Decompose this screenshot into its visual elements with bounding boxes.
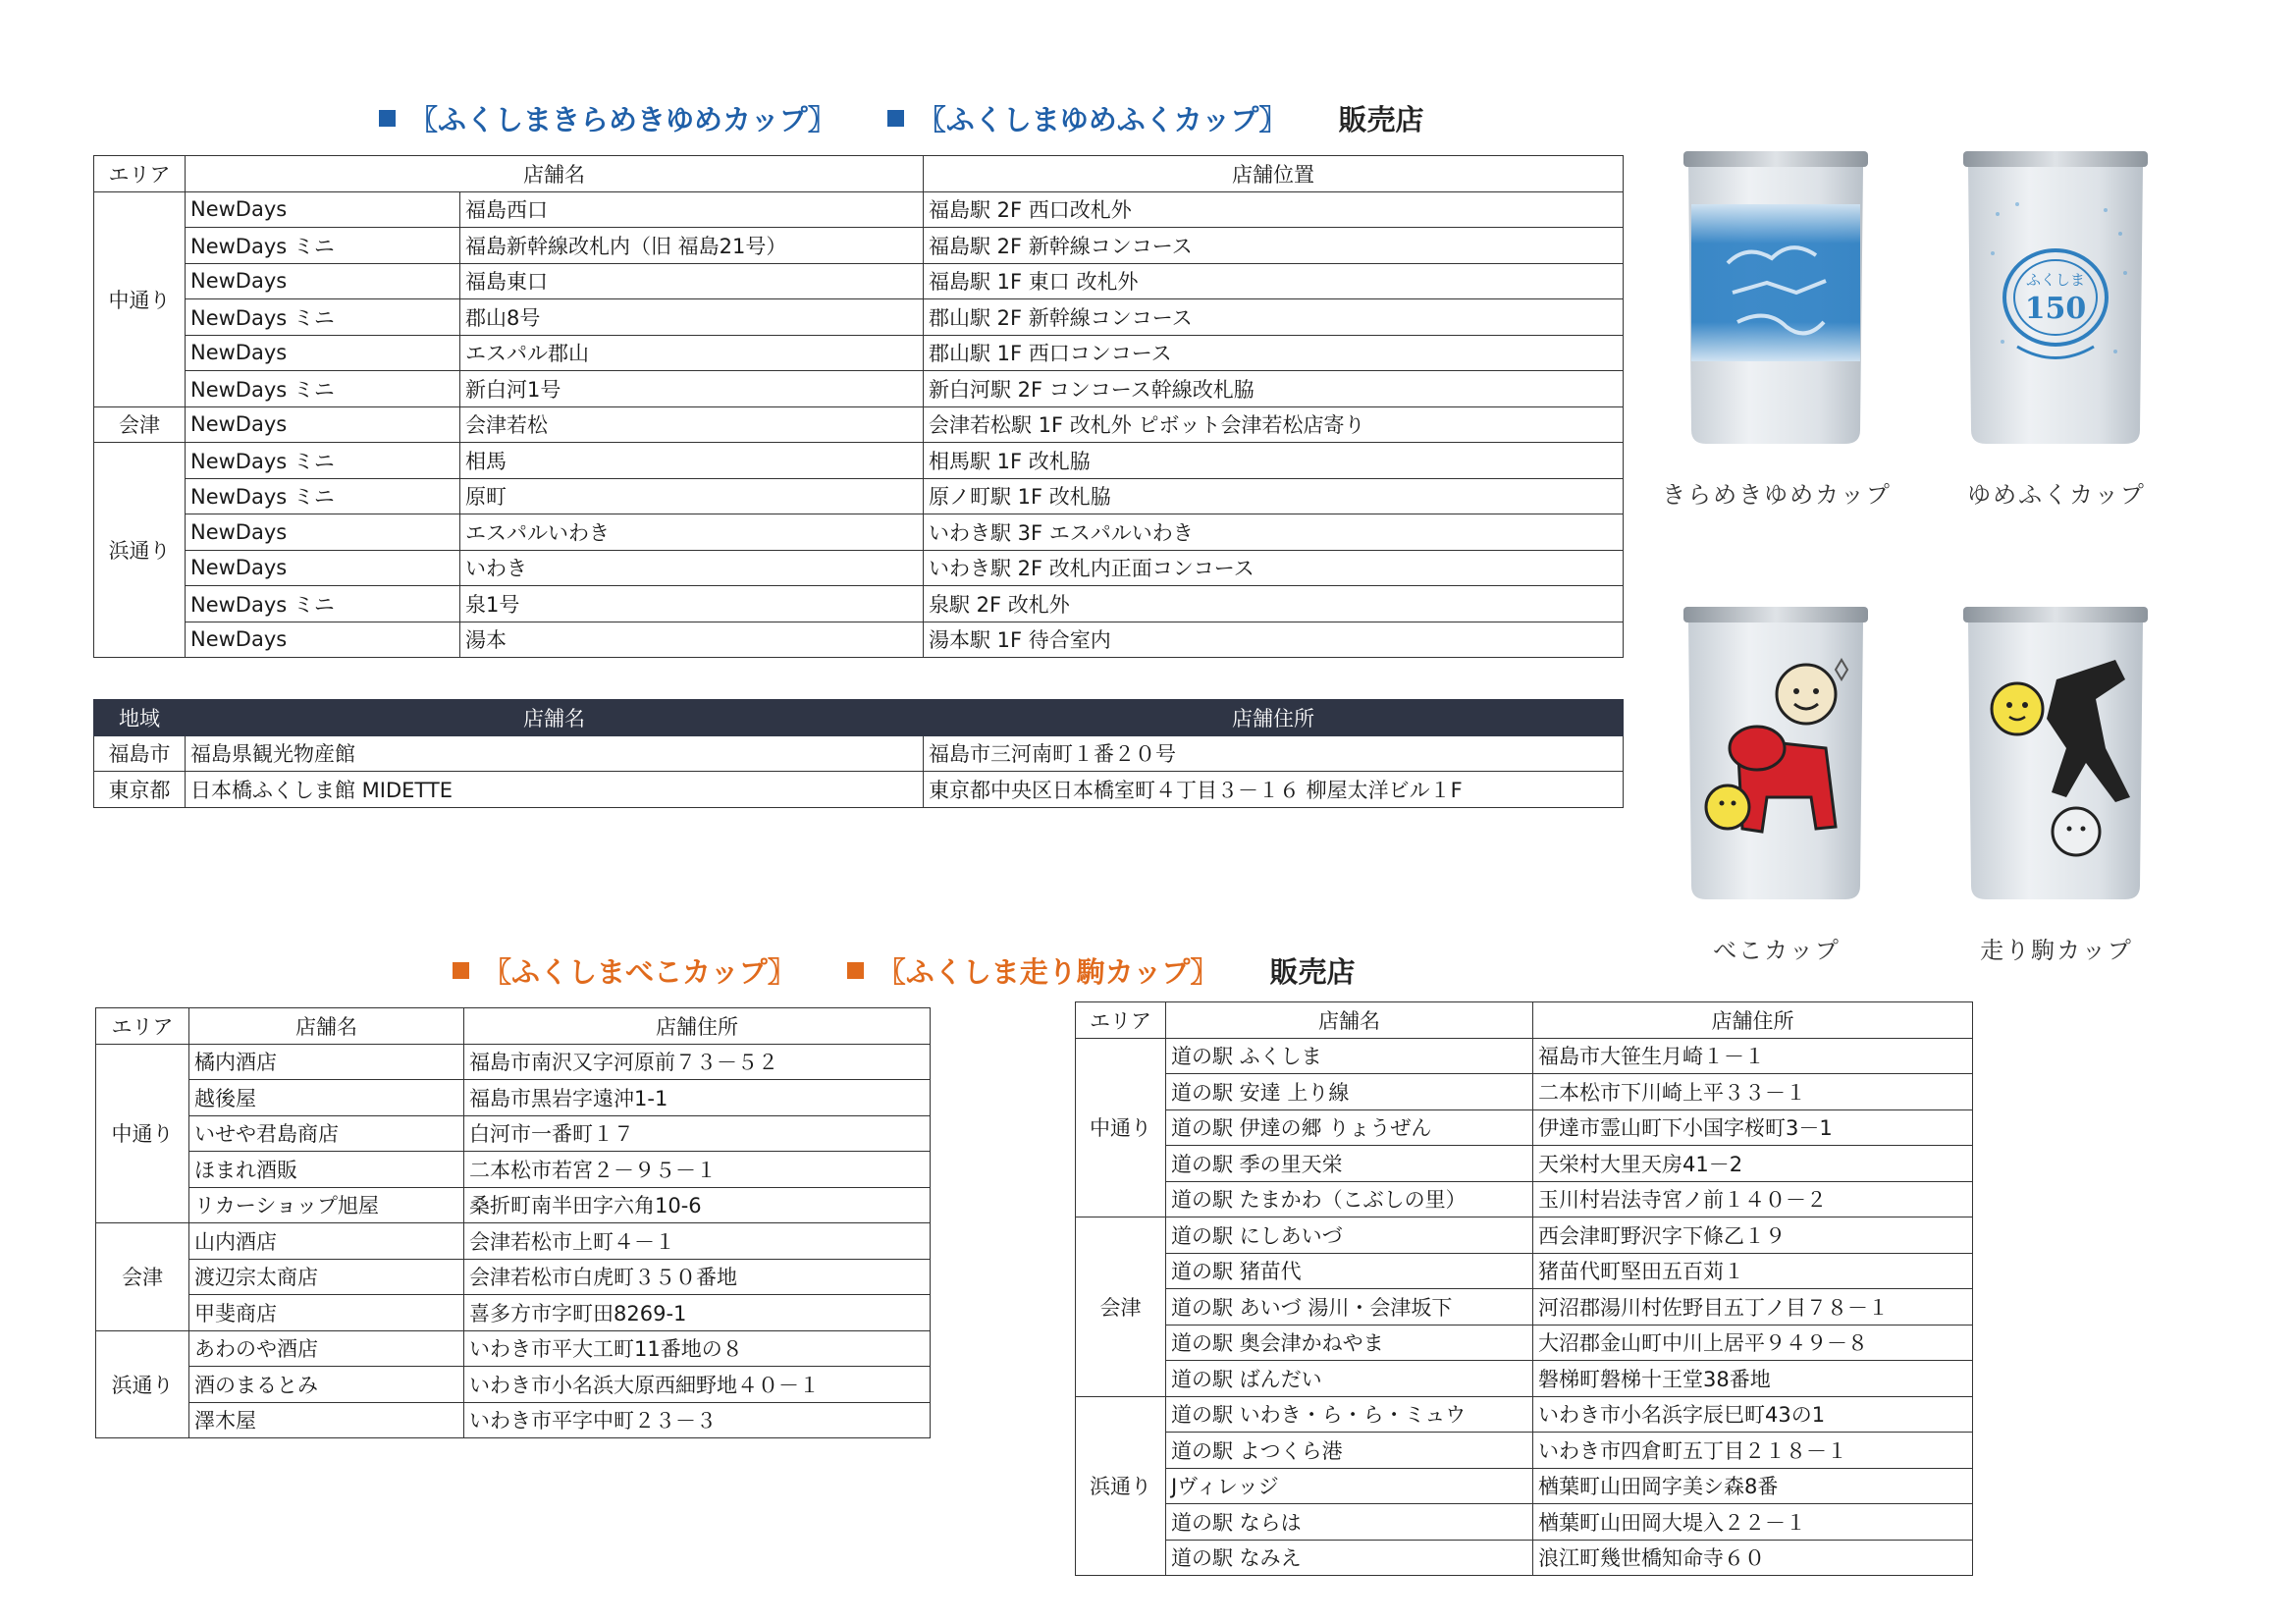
address-cell: 福島市南沢又字河原前７３－５２ bbox=[464, 1044, 931, 1080]
shop-cell: 福島県観光物産館 bbox=[186, 735, 924, 772]
chain-cell: NewDays ミニ bbox=[186, 443, 460, 479]
chain-cell: NewDays ミニ bbox=[186, 299, 460, 336]
col-header-address: 店舗住所 bbox=[1533, 1002, 1973, 1039]
chain-cell: NewDays bbox=[186, 514, 460, 551]
col-header-address: 店舗住所 bbox=[924, 700, 1624, 736]
shop-cell: 甲斐商店 bbox=[189, 1295, 464, 1331]
table-row bbox=[1076, 1253, 1973, 1289]
col-header-shop: 店舗名 bbox=[186, 156, 924, 192]
shop-cell: 道の駅 安達 上り線 bbox=[1166, 1074, 1533, 1110]
heading-suffix: 販売店 bbox=[1338, 103, 1424, 136]
col-header-area: エリア bbox=[96, 1008, 189, 1045]
area-cell: 会津 bbox=[94, 406, 186, 443]
address-cell: 猪苗代町堅田五百苅１ bbox=[1533, 1253, 1973, 1289]
table-row bbox=[94, 478, 1624, 514]
table-row bbox=[96, 1187, 931, 1223]
roadside-station-table bbox=[1075, 1001, 1973, 1576]
address-cell: いわき市小名浜大原西細野地４０－１ bbox=[464, 1367, 931, 1403]
address-cell: 楢葉町山田岡大堤入２２－１ bbox=[1533, 1504, 1973, 1541]
region-cell: 東京都 bbox=[94, 772, 186, 808]
table-row bbox=[94, 550, 1624, 586]
chain-cell: NewDays bbox=[186, 406, 460, 443]
location-cell: 福島駅 2F 西口改札外 bbox=[924, 191, 1624, 228]
chain-cell: NewDays bbox=[186, 191, 460, 228]
heading-suffix: 販売店 bbox=[1269, 955, 1356, 989]
shop-cell: 郡山8号 bbox=[460, 299, 924, 336]
shop-cell: 道の駅 奥会津かねやま bbox=[1166, 1325, 1533, 1361]
address-cell: 河沼郡湯川村佐野目五丁ノ目７８－１ bbox=[1533, 1289, 1973, 1325]
shop-cell: 福島東口 bbox=[460, 263, 924, 299]
heading-title-hashirikoma: 〖ふくしま走り駒カップ〗 bbox=[877, 955, 1219, 989]
address-cell: 福島市三河南町１番２０号 bbox=[924, 735, 1624, 772]
table-row bbox=[96, 1115, 931, 1152]
shop-cell: 泉1号 bbox=[460, 586, 924, 622]
station-shop-table bbox=[93, 155, 1624, 658]
table-row bbox=[1076, 1361, 1973, 1397]
chain-cell: NewDays bbox=[186, 335, 460, 371]
table-row bbox=[1076, 1074, 1973, 1110]
chain-cell: NewDays ミニ bbox=[186, 586, 460, 622]
square-bullet-icon bbox=[887, 110, 904, 127]
shop-cell: エスパル郡山 bbox=[460, 335, 924, 371]
shop-cell: 道の駅 いわき・ら・ら・ミュウ bbox=[1166, 1396, 1533, 1433]
shop-cell: エスパルいわき bbox=[460, 514, 924, 551]
shop-cell: 渡辺宗太商店 bbox=[189, 1259, 464, 1295]
address-cell: 玉川村岩法寺宮ノ前１４０－２ bbox=[1533, 1181, 1973, 1217]
svg-text:150: 150 bbox=[2024, 292, 2087, 326]
heading-title-yumefuku: 〖ふくしまゆめふくカップ〗 bbox=[917, 103, 1288, 136]
shop-cell: 日本橋ふくしま館 MIDETTE bbox=[186, 772, 924, 808]
table-row bbox=[94, 514, 1624, 551]
location-cell: 湯本駅 1F 待合室内 bbox=[924, 622, 1624, 658]
address-cell: 浪江町幾世橋知命寺６０ bbox=[1533, 1540, 1973, 1576]
shop-cell: ほまれ酒販 bbox=[189, 1152, 464, 1188]
shop-cell: 道の駅 にしあいづ bbox=[1166, 1217, 1533, 1254]
shop-cell: いわき bbox=[460, 550, 924, 586]
shop-cell: あわのや酒店 bbox=[189, 1330, 464, 1367]
shop-cell: 福島西口 bbox=[460, 191, 924, 228]
table-row bbox=[94, 191, 1624, 228]
col-header-address: 店舗住所 bbox=[464, 1008, 931, 1045]
shop-cell: いせや君島商店 bbox=[189, 1115, 464, 1152]
table-header-row bbox=[96, 1008, 931, 1045]
heading-title-beko: 〖ふくしまべこカップ〗 bbox=[483, 955, 796, 989]
table-row bbox=[94, 299, 1624, 336]
address-cell: 会津若松市上町４－１ bbox=[464, 1223, 931, 1260]
shop-cell: 道の駅 伊達の郷 りょうぜん bbox=[1166, 1109, 1533, 1146]
location-cell: 新白河駅 2F コンコース幹線改札脇 bbox=[924, 371, 1624, 407]
location-cell: 泉駅 2F 改札外 bbox=[924, 586, 1624, 622]
table-row bbox=[94, 772, 1624, 808]
address-cell: いわき市四倉町五丁目２１８－１ bbox=[1533, 1433, 1973, 1469]
table-row bbox=[94, 228, 1624, 264]
address-cell: 二本松市若宮２－９５－１ bbox=[464, 1152, 931, 1188]
table-row bbox=[94, 263, 1624, 299]
col-header-area: エリア bbox=[94, 156, 186, 192]
shop-cell: 湯本 bbox=[460, 622, 924, 658]
shop-cell: Jヴィレッジ bbox=[1166, 1468, 1533, 1504]
chain-cell: NewDays ミニ bbox=[186, 478, 460, 514]
shop-cell: 原町 bbox=[460, 478, 924, 514]
area-cell: 浜通り bbox=[94, 443, 186, 658]
address-cell: 福島市黒岩字遠沖1-1 bbox=[464, 1080, 931, 1116]
area-cell: 会津 bbox=[96, 1223, 189, 1331]
location-cell: いわき駅 3F エスパルいわき bbox=[924, 514, 1624, 551]
location-cell: 福島駅 2F 新幹線コンコース bbox=[924, 228, 1624, 264]
location-cell: いわき駅 2F 改札内正面コンコース bbox=[924, 550, 1624, 586]
area-cell: 浜通り bbox=[1076, 1396, 1166, 1576]
cup-caption-beko: べこカップ bbox=[1713, 937, 1841, 964]
shop-cell: リカーショップ旭屋 bbox=[189, 1187, 464, 1223]
shop-cell: 道の駅 猪苗代 bbox=[1166, 1253, 1533, 1289]
shop-cell: 道の駅 ばんだい bbox=[1166, 1361, 1533, 1397]
table-row bbox=[1076, 1109, 1973, 1146]
address-cell: 二本松市下川崎上平３３－１ bbox=[1533, 1074, 1973, 1110]
chain-cell: NewDays bbox=[186, 263, 460, 299]
sales-heading-1 bbox=[379, 98, 1423, 138]
address-cell: 白河市一番町１７ bbox=[464, 1115, 931, 1152]
col-header-location: 店舗位置 bbox=[924, 156, 1624, 192]
table-row bbox=[96, 1259, 931, 1295]
table-row bbox=[1076, 1540, 1973, 1576]
address-cell: いわき市平大工町11番地の８ bbox=[464, 1330, 931, 1367]
address-cell: 楢葉町山田岡字美シ森8番 bbox=[1533, 1468, 1973, 1504]
address-cell: 桑折町南半田字六角10-6 bbox=[464, 1187, 931, 1223]
table-row bbox=[1076, 1325, 1973, 1361]
shop-cell: 道の駅 たまかわ（こぶしの里） bbox=[1166, 1181, 1533, 1217]
area-cell: 中通り bbox=[94, 191, 186, 406]
table-row bbox=[1076, 1181, 1973, 1217]
kirameki-cup-image bbox=[1679, 145, 1873, 452]
location-cell: 郡山駅 1F 西口コンコース bbox=[924, 335, 1624, 371]
table-header-row bbox=[94, 700, 1624, 736]
shop-cell: 越後屋 bbox=[189, 1080, 464, 1116]
table-row bbox=[96, 1152, 931, 1188]
address-cell: 東京都中央区日本橋室町４丁目３－１６ 柳屋太洋ビル１F bbox=[924, 772, 1624, 808]
location-cell: 原ノ町駅 1F 改札脇 bbox=[924, 478, 1624, 514]
area-cell: 中通り bbox=[96, 1044, 189, 1223]
address-cell: 磐梯町磐梯十王堂38番地 bbox=[1533, 1361, 1973, 1397]
chain-cell: NewDays bbox=[186, 550, 460, 586]
shop-cell: 新白河1号 bbox=[460, 371, 924, 407]
table-header-row bbox=[94, 156, 1624, 192]
heading-title-kirameki: 〖ふくしまきらめきゆめカップ〗 bbox=[409, 103, 836, 136]
sales-heading-2 bbox=[453, 950, 1355, 991]
address-cell: 伊達市霊山町下小国字桜町3－1 bbox=[1533, 1109, 1973, 1146]
cup-caption-yumefuku: ゆめふくカップ bbox=[1967, 481, 2146, 509]
table-row bbox=[96, 1044, 931, 1080]
cup-caption-kirameki: きらめきゆめカップ bbox=[1662, 481, 1892, 509]
shop-cell: 山内酒店 bbox=[189, 1223, 464, 1260]
shop-cell: 道の駅 なみえ bbox=[1166, 1540, 1533, 1576]
table-row bbox=[1076, 1468, 1973, 1504]
table-row bbox=[1076, 1146, 1973, 1182]
col-header-area: エリア bbox=[1076, 1002, 1166, 1039]
shop-cell: 道の駅 あいづ 湯川・会津坂下 bbox=[1166, 1289, 1533, 1325]
col-header-shop: 店舗名 bbox=[1166, 1002, 1533, 1039]
table-row bbox=[1076, 1396, 1973, 1433]
col-header-shop: 店舗名 bbox=[186, 700, 924, 736]
address-cell: 大沼郡金山町中川上居平９４９－８ bbox=[1533, 1325, 1973, 1361]
shop-cell: 道の駅 ならは bbox=[1166, 1504, 1533, 1541]
chain-cell: NewDays ミニ bbox=[186, 371, 460, 407]
address-cell: 福島市大笹生月崎１－１ bbox=[1533, 1038, 1973, 1074]
location-cell: 会津若松駅 1F 改札外 ピボット会津若松店寄り bbox=[924, 406, 1624, 443]
shop-cell: 澤木屋 bbox=[189, 1402, 464, 1438]
antenna-shop-table bbox=[93, 699, 1624, 808]
table-row bbox=[1076, 1217, 1973, 1254]
table-row bbox=[96, 1080, 931, 1116]
address-cell: 西会津町野沢字下條乙１９ bbox=[1533, 1217, 1973, 1254]
table-row bbox=[96, 1367, 931, 1403]
table-row bbox=[96, 1295, 931, 1331]
table-row bbox=[1076, 1433, 1973, 1469]
table-row bbox=[94, 335, 1624, 371]
table-row bbox=[1076, 1038, 1973, 1074]
chain-cell: NewDays ミニ bbox=[186, 228, 460, 264]
location-cell: 相馬駅 1F 改札脇 bbox=[924, 443, 1624, 479]
shop-cell: 相馬 bbox=[460, 443, 924, 479]
region-cell: 福島市 bbox=[94, 735, 186, 772]
table-row bbox=[94, 735, 1624, 772]
location-cell: 福島駅 1F 東口 改札外 bbox=[924, 263, 1624, 299]
address-cell: いわき市平字中町２３－３ bbox=[464, 1402, 931, 1438]
table-header-row bbox=[1076, 1002, 1973, 1039]
shop-cell: 橘内酒店 bbox=[189, 1044, 464, 1080]
liquor-shop-table bbox=[95, 1007, 931, 1438]
shop-cell: 会津若松 bbox=[460, 406, 924, 443]
shop-cell: 道の駅 季の里天栄 bbox=[1166, 1146, 1533, 1182]
square-bullet-icon bbox=[453, 962, 469, 979]
address-cell: 会津若松市白虎町３５０番地 bbox=[464, 1259, 931, 1295]
square-bullet-icon bbox=[847, 962, 864, 979]
address-cell: いわき市小名浜字辰巳町43の1 bbox=[1533, 1396, 1973, 1433]
table-row bbox=[94, 443, 1624, 479]
shop-cell: 道の駅 ふくしま bbox=[1166, 1038, 1533, 1074]
shop-cell: 酒のまるとみ bbox=[189, 1367, 464, 1403]
address-cell: 天栄村大里天房41－2 bbox=[1533, 1146, 1973, 1182]
location-cell: 郡山駅 2F 新幹線コンコース bbox=[924, 299, 1624, 336]
cup-caption-hashirikoma: 走り駒カップ bbox=[1980, 937, 2133, 964]
beko-cup-image bbox=[1679, 601, 1873, 907]
col-header-shop: 店舗名 bbox=[189, 1008, 464, 1045]
table-row bbox=[1076, 1289, 1973, 1325]
square-bullet-icon bbox=[379, 110, 396, 127]
table-row bbox=[94, 371, 1624, 407]
table-row bbox=[96, 1330, 931, 1367]
col-header-region: 地域 bbox=[94, 700, 186, 736]
table-row bbox=[96, 1402, 931, 1438]
table-row bbox=[1076, 1504, 1973, 1541]
area-cell: 浜通り bbox=[96, 1330, 189, 1438]
hashirikoma-cup-image bbox=[1958, 601, 2153, 907]
shop-cell: 道の駅 よつくら港 bbox=[1166, 1433, 1533, 1469]
table-row bbox=[94, 406, 1624, 443]
table-row bbox=[94, 586, 1624, 622]
address-cell: 喜多方市字町田8269-1 bbox=[464, 1295, 931, 1331]
table-row bbox=[96, 1223, 931, 1260]
svg-text:ふくしま: ふくしま bbox=[2025, 271, 2086, 289]
shop-cell: 福島新幹線改札内（旧 福島21号） bbox=[460, 228, 924, 264]
chain-cell: NewDays bbox=[186, 622, 460, 658]
area-cell: 会津 bbox=[1076, 1217, 1166, 1397]
area-cell: 中通り bbox=[1076, 1038, 1166, 1217]
yumefuku-cup-image bbox=[1958, 145, 2153, 452]
table-row bbox=[94, 622, 1624, 658]
